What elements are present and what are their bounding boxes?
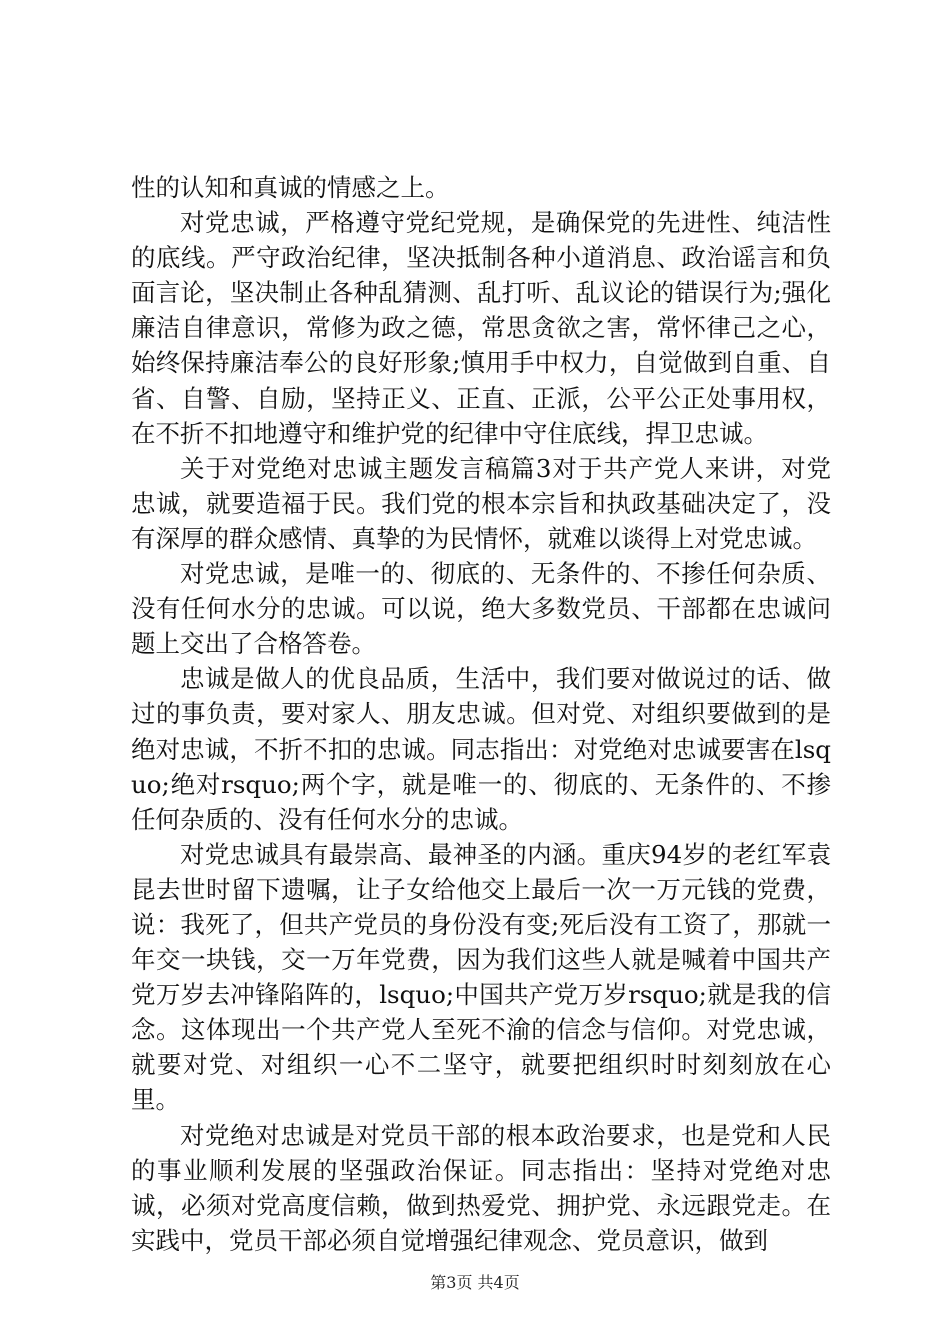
paragraph: 对党忠诚，严格遵守党纪党规，是确保党的先进性、纯洁性的底线。严守政治纪律，坚决抵制各种小道消息、政治谣言和负面言论，坚决制止各种乱猜测、乱打听、乱议论的错误行为;强化廉洁自律意识，常修为政之德，常思贪欲之害，常怀律己之心，始终保持廉洁奉公的良好形象;慎用手中权力，自觉做到自重、自省、自警、自励，坚持正义、正直、正派，公平公正处事用权，在不折不扣地遵守和维护党的纪律中守住底线，捍卫忠诚。 xyxy=(131,208,831,448)
paragraph: 对党忠诚，是唯一的、彻底的、无条件的、不掺任何杂质、没有任何水分的忠诚。可以说，绝大多数党员、干部都在忠诚问题上交出了合格答卷。 xyxy=(131,559,831,659)
page-number: 第3页 共4页 xyxy=(430,1273,520,1292)
paragraph: 关于对党绝对忠诚主题发言稿篇3对于共产党人来讲，对党忠诚，就要造福于民。我们党的根本宗旨和执政基础决定了，没有深厚的群众感情、真挚的为民情怀，就难以谈得上对党忠诚。 xyxy=(131,453,831,553)
paragraph: 对党忠诚具有最崇高、最神圣的内涵。重庆94岁的老红军袁昆去世时留下遗嘱，让子女给他交上最后一次一万元钱的党费，说：我死了，但共产党员的身份没有变;死后没有工资了，那就一年交一块钱，交一万年党费，因为我们这些人就是喊着中国共产党万岁去冲锋陷阵的，lsquo;中国共产党万岁rsquo;就是我的信念。这体现出一个共产党人至死不渝的信念与信仰。对党忠诚，就要对党、对组织一心不二坚守，就要把组织时时刻刻放在心里。 xyxy=(131,839,831,1115)
paragraph-continuation: 性的认知和真诚的情感之上。 xyxy=(131,173,450,202)
paragraph: 对党绝对忠诚是对党员干部的根本政治要求，也是党和人民的事业顺利发展的坚强政治保证。同志指出：坚持对党绝对忠诚，必须对党高度信赖，做到热爱党、拥护党、永远跟党走。在实践中，党员干部必须自觉增强纪律观念、党员意识，做到 xyxy=(131,1120,831,1255)
document-body xyxy=(131,170,831,1258)
page-footer xyxy=(0,1272,950,1294)
paragraph: 忠诚是做人的优良品质，生活中，我们要对做说过的话、做过的事负责，要对家人、朋友忠诚。但对党、对组织要做到的是绝对忠诚，不折不扣的忠诚。同志指出：对党绝对忠诚要害在lsquo;绝对rsquo;两个字，就是唯一的、彻底的、无条件的、不掺任何杂质的、没有任何水分的忠诚。 xyxy=(131,664,831,834)
